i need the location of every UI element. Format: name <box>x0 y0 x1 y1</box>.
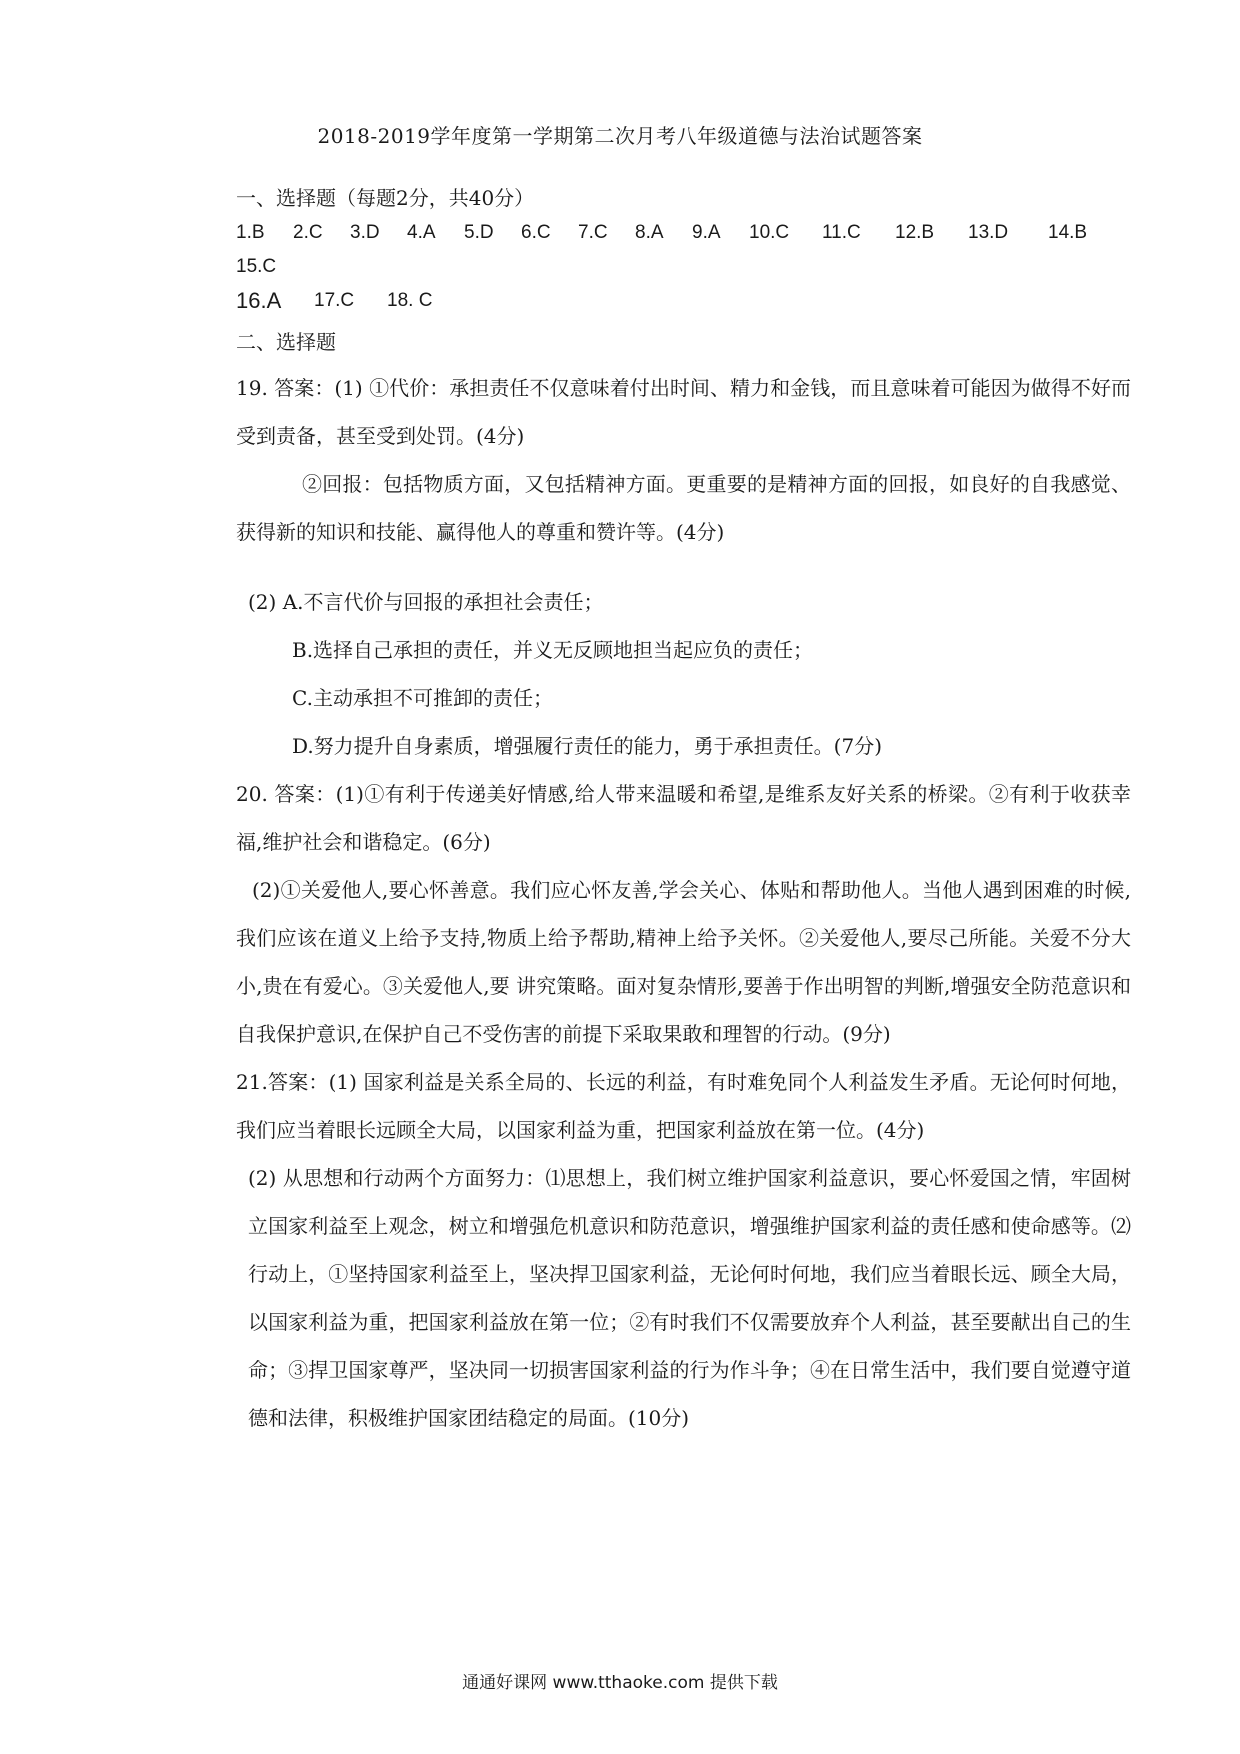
mc-answer: 1.B <box>236 222 265 243</box>
mc-answer: 13.D <box>968 222 1009 243</box>
mc-answer: 8.A <box>635 222 664 243</box>
mc-answer: 12.B <box>895 222 935 243</box>
mc-answer: 16.A <box>236 288 282 313</box>
q19-part2-c: C.主动承担不可推卸的责任； <box>292 686 553 710</box>
q19-part1-reward: ②回报：包括物质方面，又包括精神方面。更重要的是精神方面的回报，如良好的自我感觉、获得新的知识和技能、赢得他人的尊重和赞许等。(4分) <box>236 472 1131 544</box>
mc-answer: 18. C <box>387 290 433 311</box>
q21-part2: (2) 从思想和行动两个方面努力：⑴思想上，我们树立维护国家利益意识，要心怀爱国之情，牢固树立国家利益至上观念，树立和增强危机意识和防范意识，增强维护国家利益的责任感和使命感等。⑵行动上，①坚持国家利益至上，坚决捍卫国家利益，无论何时何地，我们应当着眼长远、顾全大局，以国家利益为重，把国家利益放在第一位；②有时我们不仅需要放弃个人利益，甚至要献出自己的生命；③捍卫国家尊严，坚决同一切损害国家利益的行为作斗争；④在日常生活中，我们要自觉遵守道德和法律，积极维护国家团结稳定的局面。(10分) <box>248 1166 1131 1430</box>
mc-answer: 14.B <box>1048 222 1088 243</box>
mc-answers-row-2 <box>236 284 1131 318</box>
q19-part2-b: B.选择自己承担的责任，并义无反顾地担当起应负的责任； <box>292 638 814 662</box>
page-footer: 通通好课网 www.tthaoke.com 提供下载 <box>462 1673 778 1693</box>
mc-answer: 10.C <box>749 222 790 243</box>
section1-heading: 一、选择题（每题2分，共40分） <box>236 186 535 210</box>
page-title: 2018-2019学年度第一学期第二次月考八年级道德与法治试题答案 <box>317 124 923 148</box>
q19-part1: 19. 答案：(1) ①代价：承担责任不仅意味着付出时间、精力和金钱，而且意味着可能因为做得不好而受到责备，甚至受到处罚。(4分) <box>236 376 1131 448</box>
q20-part2: (2)①关爱他人,要心怀善意。我们应心怀友善,学会关心、体贴和帮助他人。当他人遇到困难的时候,我们应该在道义上给予支持,物质上给予帮助,精神上给予关怀。②关爱他人,要尽己所能。关爱不分大小,贵在有爱心。③关爱他人,要 讲究策略。面对复杂情形,要善于作出明智的判断,增强安全防范意识和自我保护意识,在保护自己不受伤害的前提下采取果敢和理智的行动。(9分) <box>236 878 1131 1046</box>
section2-heading: 二、选择题 <box>236 330 336 354</box>
mc-answer: 17.C <box>314 290 355 311</box>
q21-part1: 21.答案：(1) 国家利益是关系全局的、长远的利益，有时难免同个人利益发生矛盾。无论何时何地，我们应当着眼长远顾全大局，以国家利益为重，把国家利益放在第一位。(4分) <box>236 1070 1131 1142</box>
mc-answer: 7.C <box>578 222 608 243</box>
mc-answers-row <box>236 216 1131 284</box>
answer-content <box>236 182 1131 1442</box>
mc-answer: 2.C <box>293 222 323 243</box>
q20-part1: 20. 答案：(1)①有利于传递美好情感,给人带来温暖和希望,是维系友好关系的桥梁。②有利于收获幸福,维护社会和谐稳定。(6分) <box>236 782 1131 854</box>
mc-answer: 5.D <box>464 222 494 243</box>
mc-answer: 9.A <box>692 222 721 243</box>
mc-answer: 4.A <box>407 222 436 243</box>
mc-answer: 3.D <box>350 222 380 243</box>
mc-answer: 15.C <box>236 256 277 277</box>
q19-part2-d: D.努力提升自身素质，增强履行责任的能力，勇于承担责任。(7分) <box>292 734 883 758</box>
q19-part2-a: (2) A.不言代价与回报的承担社会责任； <box>248 590 604 614</box>
mc-answer: 6.C <box>521 222 551 243</box>
mc-answer: 11.C <box>822 222 861 243</box>
